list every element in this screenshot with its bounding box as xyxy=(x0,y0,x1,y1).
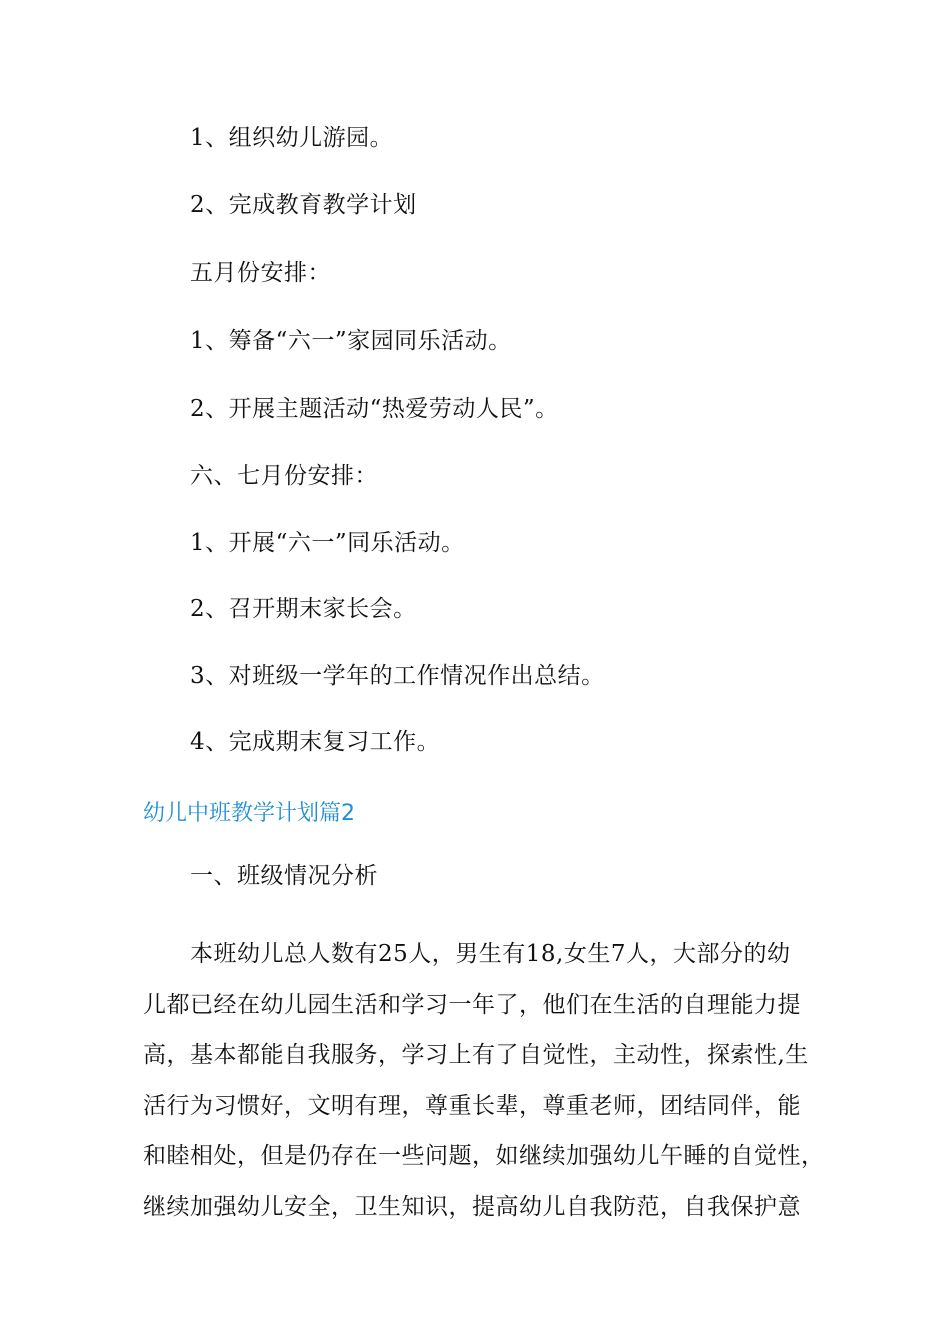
list-item: 1、开展“六一”同乐活动。 xyxy=(190,530,465,556)
body-paragraph xyxy=(143,929,823,1232)
month-heading: 五月份安排： xyxy=(190,260,331,286)
paragraph-line: 继续加强幼儿安全，卫生知识，提高幼儿自我防范，自我保护意 xyxy=(143,1193,801,1220)
paragraph-line: 高，基本都能自我服务，学习上有了自觉性，主动性，探索性,生 xyxy=(143,1042,809,1068)
list-item: 2、完成教育教学计划 xyxy=(190,192,417,218)
list-item: 1、筹备“六一”家园同乐活动。 xyxy=(190,328,512,354)
paragraph-line: 儿都已经在幼儿园生活和学习一年了，他们在生活的自理能力提 xyxy=(143,991,801,1018)
paragraph-line: 活行为习惯好，文明有理，尊重长辈，尊重老师，团结同伴，能 xyxy=(143,1092,801,1119)
paragraph-line: 和睦相处，但是仍存在一些问题，如继续加强幼儿午睡的自觉性， xyxy=(143,1143,825,1169)
list-item: 3、对班级一学年的工作情况作出总结。 xyxy=(190,663,605,689)
month-heading: 六、七月份安排： xyxy=(190,463,378,489)
subheading: 一、班级情况分析 xyxy=(190,863,378,889)
list-item: 4、完成期末复习工作。 xyxy=(190,729,441,755)
section-heading: 幼儿中班教学计划篇2 xyxy=(143,801,355,826)
paragraph-line: 本班幼儿总人数有25人，男生有18,女生7人，大部分的幼 xyxy=(190,941,791,967)
list-item: 2、开展主题活动“热爱劳动人民”。 xyxy=(190,396,559,422)
list-item: 1、组织幼儿游园。 xyxy=(190,125,394,151)
list-item: 2、召开期末家长会。 xyxy=(190,596,417,622)
